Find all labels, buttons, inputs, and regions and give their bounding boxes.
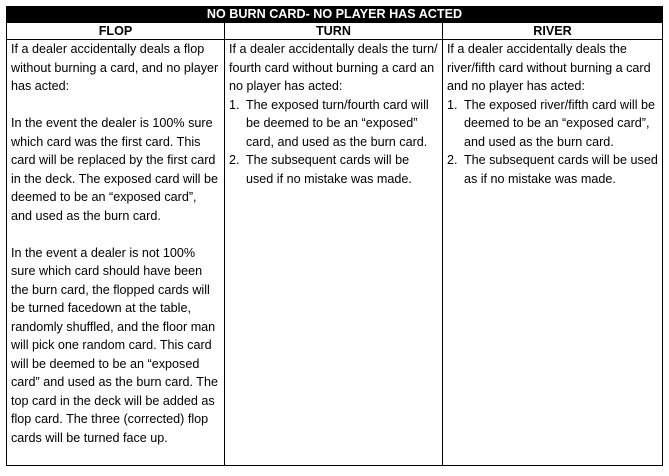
river-steps-list [447, 96, 658, 189]
list-item-text: The exposed river/fifth card will be deemed to be an “exposed card”, and used as the burn card. [463, 97, 656, 149]
river-cell [442, 40, 662, 466]
title-row [7, 7, 663, 23]
turn-column-header: TURN [224, 23, 442, 40]
river-column-header: RIVER [442, 23, 662, 40]
turn-intro-paragraph: If a dealer accidentally deals the turn/ fourth card without burning a card an no player has acted: [228, 42, 438, 93]
list-item [229, 151, 438, 188]
list-item-text: The exposed turn/fourth card will be deemed to be an “exposed” card, and used as the burn card. [245, 97, 429, 149]
list-item-number: 1. [446, 97, 458, 112]
river-intro-paragraph: If a dealer accidentally deals the river/fifth card without burning a card and no player has acted: [446, 42, 651, 93]
column-header-row [7, 23, 663, 40]
flop-column-header: FLOP [7, 23, 225, 40]
rules-body-row [7, 40, 663, 466]
rules-table [6, 6, 663, 466]
turn-cell [224, 40, 442, 466]
flop-sure-paragraph: In the event the dealer is 100% sure which card was the first card. This card will be replaced by the first card in the deck. The exposed card will be deemed to be an “exposed card”, and used as the burn card. [11, 116, 218, 223]
list-item-text: The subsequent cards will be used if no mistake was made. [245, 153, 412, 186]
list-item-text: The subsequent cards will be used as if no mistake was made. [463, 153, 658, 186]
list-item [447, 151, 658, 188]
flop-intro-paragraph: If a dealer accidentally deals a flop without burning a card, and no player has acted: [11, 42, 219, 93]
list-item [447, 96, 658, 152]
table-title: NO BURN CARD- NO PLAYER HAS ACTED [7, 7, 663, 23]
list-item-number: 1. [228, 97, 240, 112]
list-item-number: 2. [446, 153, 458, 167]
flop-cell [7, 40, 225, 466]
turn-steps-list [229, 96, 438, 189]
flop-not-sure-paragraph: In the event a dealer is not 100% sure which card should have been the burn card, the flopped cards will be turned facedown at the table, randomly shuffled, and the floor man will pick one random card. This card will be deemed to be an “exposed card” and used as the burn card. The top card in the deck will be added as flop card. The three (corrected) flop cards will be turned face up. [11, 245, 218, 445]
list-item-number: 2. [228, 153, 240, 167]
list-item [229, 96, 438, 152]
